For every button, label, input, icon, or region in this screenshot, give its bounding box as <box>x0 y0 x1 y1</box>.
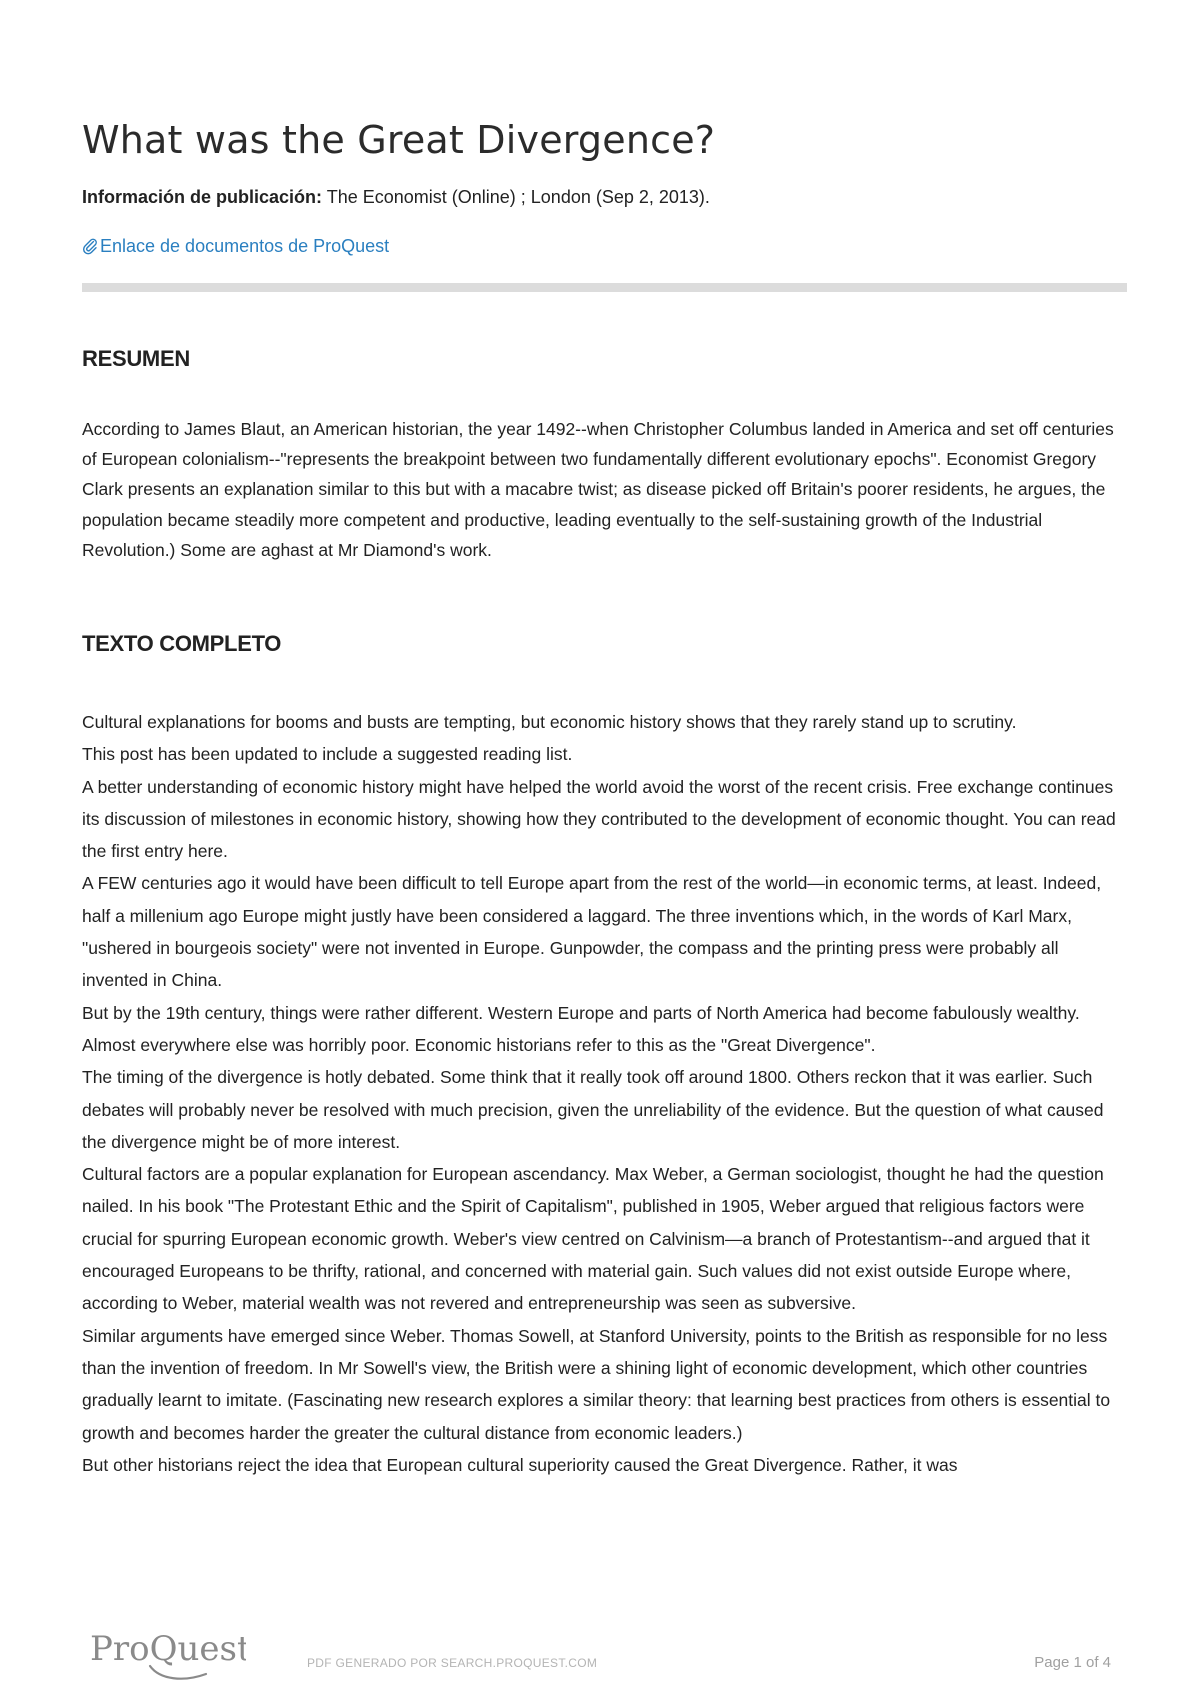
footer-generated-text: PDF GENERADO POR SEARCH.PROQUEST.COM <box>307 1656 598 1670</box>
fulltext-heading: TEXTO COMPLETO <box>82 631 282 656</box>
proquest-logo-text: ProQuest <box>90 1629 246 1669</box>
fulltext-paragraph: The timing of the divergence is hotly debated. Some think that it really took off around 1800. Others reckon that it was earlier. Such debates will probably never be resolved with much precision, given the unreliability of the evidence. But the question of what caused the divergence might be of more interest. <box>82 1067 1104 1152</box>
publication-info <box>82 187 710 208</box>
paperclip-icon <box>82 237 100 255</box>
fulltext-paragraph: But by the 19th century, things were rather different. Western Europe and parts of North America had become fabulously wealthy. Almost everywhere else was horribly poor. Economic historians refer to this as the "Great Divergence". <box>82 1002 1080 1055</box>
page-number: Page 1 of 4 <box>1034 1654 1111 1671</box>
header-divider <box>82 283 1127 292</box>
fulltext-paragraph: Similar arguments have emerged since Weber. Thomas Sowell, at Stanford University, points to the British as responsible for no less than the invention of freedom. In Mr Sowell's view, the British were a shining light of economic development, which other countries gradually learnt to imitate. (Fascinating new research explores a similar theory: that learning best practices from others is essential to growth and becomes harder the greater the cultural distance from economic leaders.) <box>82 1325 1111 1443</box>
document-title: What was the Great Divergence? <box>82 118 716 162</box>
proquest-document-link[interactable] <box>82 236 389 257</box>
proquest-document-link-text: Enlace de documentos de ProQuest <box>100 236 390 256</box>
abstract-text: According to James Blaut, an American historian, the year 1492--when Christopher Columbus landed in America and set off centuries of European colonialism--"represents the breakpoint between two fundamentally different evolutionary epochs". Economist Gregory Clark presents an explanation similar to this but with a macabre twist; as disease picked off Britain's poorer residents, he argues, the population became steadily more competent and productive, leading eventually to the self-sustaining growth of the Industrial Revolution.) Some are aghast at Mr Diamond's work. <box>82 419 1114 560</box>
proquest-logo <box>88 1622 246 1686</box>
publication-info-value: The Economist (Online) ; London (Sep 2, 2013). <box>322 187 710 207</box>
abstract-heading: RESUMEN <box>82 346 190 371</box>
fulltext-paragraph: Cultural factors are a popular explanation for European ascendancy. Max Weber, a German sociologist, thought he had the question nailed. In his book "The Protestant Ethic and the Spirit of Capitalism", published in 1905, Weber argued that religious factors were crucial for spurring European economic growth. Weber's view centred on Calvinism—a branch of Protestantism--and argued that it encouraged Europeans to be thrifty, rational, and concerned with material gain. Such values did not exist outside Europe where, according to Weber, material wealth was not revered and entrepreneurship was seen as subversive. <box>82 1164 1104 1314</box>
fulltext-paragraph: But other historians reject the idea that European cultural superiority caused the Great Divergence. Rather, it was <box>82 1454 958 1475</box>
fulltext-paragraph: Cultural explanations for booms and busts are tempting, but economic history shows that they rarely stand up to scrutiny. <box>82 712 1017 732</box>
fulltext-body <box>82 706 1127 1481</box>
publication-info-label: Información de publicación: <box>82 187 323 207</box>
fulltext-paragraph: This post has been updated to include a suggested reading list. <box>82 744 573 765</box>
fulltext-paragraph: A better understanding of economic history might have helped the world avoid the worst of the recent crisis. Free exchange continues its discussion of milestones in economic history, showing how they contributed to the development of economic thought. You can read the first entry here. <box>82 776 1116 862</box>
fulltext-paragraph: A FEW centuries ago it would have been difficult to tell Europe apart from the rest of the world—in economic terms, at least. Indeed, half a millenium ago Europe might justly have been considered a laggard. The three inventions which, in the words of Karl Marx, "ushered in bourgeois society" were not invented in Europe. Gunpowder, the compass and the printing press were probably all invented in China. <box>82 873 1102 991</box>
